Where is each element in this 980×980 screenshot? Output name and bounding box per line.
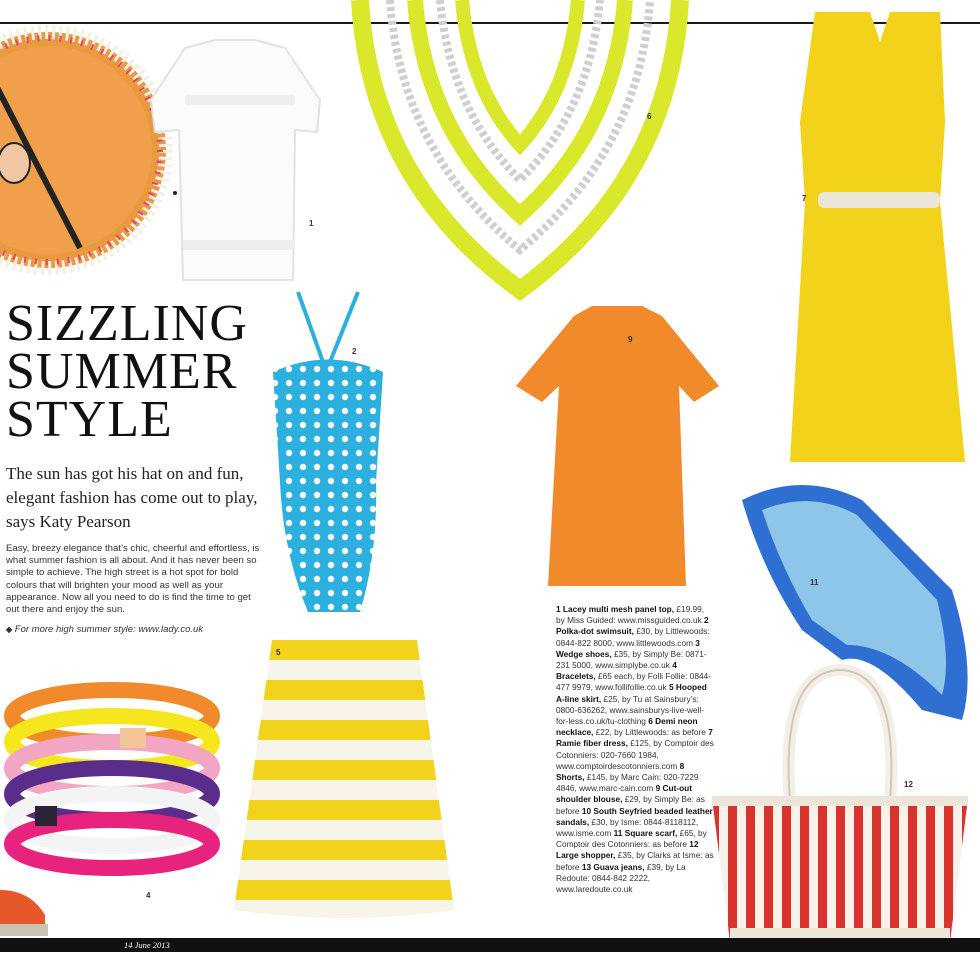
diamond-bullet-icon: ◆ <box>6 625 13 634</box>
item-number-4: 4 <box>146 891 151 900</box>
item-number-7: 7 <box>802 194 807 203</box>
item-number-6: 6 <box>647 112 652 121</box>
orange-blouse-image <box>514 306 724 591</box>
item-number-5: 5 <box>276 648 281 657</box>
white-top-image <box>145 40 325 285</box>
bracelets-image <box>0 676 225 876</box>
credit-13: 13 Guava jeans, £39, by La Redoute: 0844-842 2222, www.laredoute.co.uk <box>556 861 686 895</box>
article-title: SIZZLING SUMMER STYLE <box>6 295 248 448</box>
credit-8: 8 Shorts, £145, by Marc Cain: 020-7229 4846, www.marc-cain.com <box>556 760 699 794</box>
credit-4: 4 Bracelets, £65 each, by Folli Follie: 0844-477 9979, www.follifollie.co.uk <box>556 660 711 693</box>
more-link-line <box>6 624 203 635</box>
item-number-9: 9 <box>628 335 633 344</box>
product-credits <box>556 604 714 895</box>
footer-date: 14 June 2013 <box>124 940 170 950</box>
credit-7: 7 Ramie fiber dress, £125, by Comptoir des Cotonniers: 020-7660 1984, www.comptoirdescotonniers.com <box>556 727 714 771</box>
credit-3: 3 Wedge shoes, £35, by Simply Be: 0871-231 5000, www.simplybe.co.uk <box>556 637 707 671</box>
item-number-12: 12 <box>904 780 913 789</box>
standfirst: The sun has got his hat on and fun, elegant fashion has come out to play, says Katy Pearson <box>6 464 258 531</box>
necklace-image <box>350 0 690 300</box>
more-link[interactable]: For more high summer style: www.lady.co.uk <box>14 624 204 635</box>
yellow-dress-image <box>780 12 980 472</box>
striped-skirt-image <box>232 640 456 920</box>
item-number-1: 1 <box>309 219 314 228</box>
credit-11: 11 Square scarf, £65, by Comptoir des Cotonniers: as before <box>556 828 707 850</box>
wedge-shoe-image <box>0 880 55 938</box>
item-number-11: 11 <box>810 578 819 587</box>
credit-2: 2 Polka-dot swimsuit, £30, by Littlewoods: 0844-822 8000, www.littlewoods.com <box>556 615 710 648</box>
red-striped-shopper-image <box>710 662 970 948</box>
body-text: Easy, breezy elegance that’s chic, cheerful and effortless, is what summer fashion is all about. And it has never been so simple to achieve. The high street is a hot spot for bold colours that will brighten your mood as well as your appearance. Now all you need to do is find the time to get out there and enjoy the sun. <box>6 543 260 616</box>
credit-5: 5 Hooped A-line skirt, £25, by Tu at Sainsbury’s: 0800-636262, www.sainsburys-live-well-for-less.co.uk/tu-clothing <box>556 682 707 727</box>
credit-12: 12 Large shopper, £35, by Clarks at Isme: as before <box>556 839 714 872</box>
item-number-2: 2 <box>352 347 357 356</box>
credit-1: 1 Lacey multi mesh panel top, £19.99, by Miss Guided: www.missguided.co.uk <box>556 604 705 626</box>
polka-swimsuit-image <box>268 292 388 617</box>
credit-9: 9 Cut-out shoulder blouse, £29, by Simply Be: as before <box>556 783 705 816</box>
credit-10: 10 South Seyfried beaded leather sandals, £30, by Isme: 0844-8118112, www.isme.com <box>556 805 713 839</box>
credit-6: 6 Demi neon necklace, £22, by Littlewoods: as before <box>556 716 709 738</box>
